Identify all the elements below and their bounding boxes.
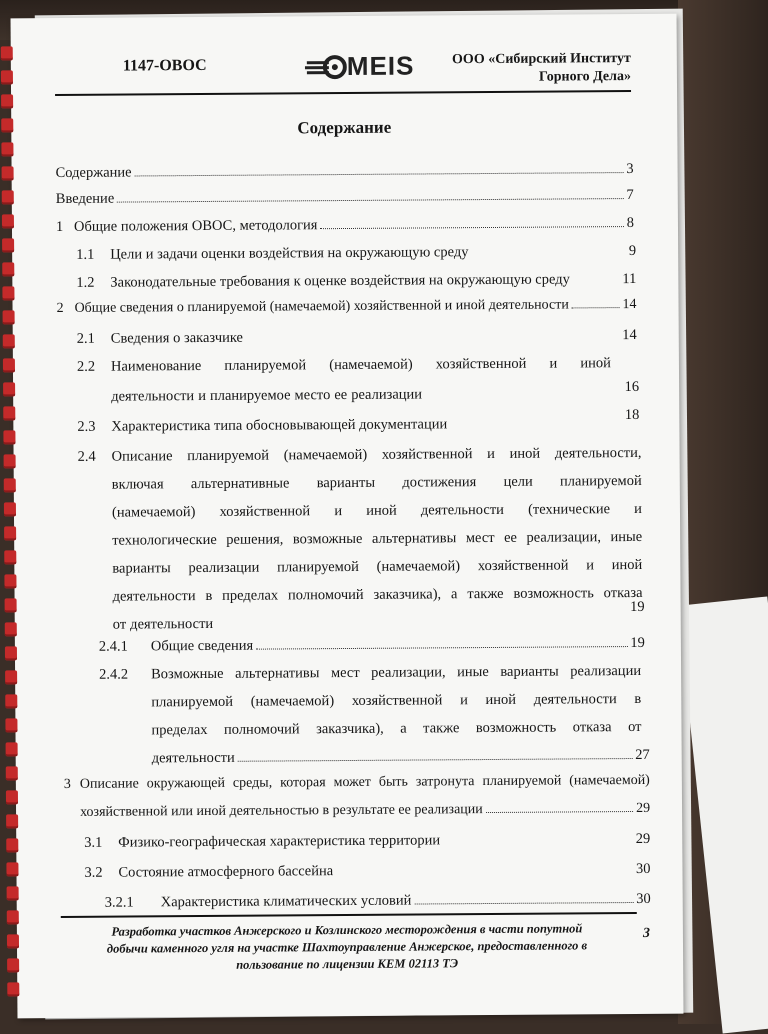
toc-entry[interactable] bbox=[76, 269, 636, 293]
document-code: 1147-ОВОС bbox=[122, 56, 207, 75]
toc-entry-number: 2.4.1 bbox=[98, 638, 128, 655]
toc-page-number: 29 bbox=[635, 800, 651, 816]
binding-ring bbox=[5, 622, 17, 636]
toc-entry-number: 3.1 bbox=[84, 834, 103, 851]
binding-ring bbox=[1, 94, 13, 108]
toc-entry[interactable] bbox=[77, 406, 640, 437]
binding-ring bbox=[3, 358, 15, 372]
toc-entry-line: Описание окружающей среды, которая может быть затронута планируемой (намечаемой) bbox=[79, 772, 650, 792]
binding-ring bbox=[1, 142, 13, 156]
organization-line-2: Горного Дела» bbox=[538, 69, 631, 85]
toc-entry-line: Описание планируемой (намечаемой) хозяйственной и иной деятельности, bbox=[111, 444, 642, 465]
toc-entry-number: 1.2 bbox=[76, 274, 95, 291]
gear-logo-icon bbox=[305, 52, 347, 82]
toc-entry-text: Характеристика климатических условий bbox=[160, 892, 412, 911]
leader-dots bbox=[117, 198, 623, 203]
page-number: 3 bbox=[642, 925, 650, 941]
toc-entry-number: 2 bbox=[56, 300, 64, 317]
binding-ring bbox=[7, 886, 19, 900]
page-title: Содержание bbox=[297, 117, 392, 138]
binding-ring bbox=[7, 982, 19, 996]
toc-entry[interactable] bbox=[99, 661, 650, 767]
binding-ring bbox=[6, 766, 18, 780]
leader-dots bbox=[572, 307, 620, 308]
toc-entry-line: от деятельности bbox=[112, 615, 214, 633]
binding-ring bbox=[2, 190, 14, 204]
toc-entry-text: Цели и задачи оценки воздействия на окружающую среду bbox=[110, 244, 469, 263]
toc-page-number: 14 bbox=[622, 326, 637, 344]
binding-ring bbox=[3, 382, 15, 396]
toc-entry-number: 2.3 bbox=[77, 418, 96, 435]
toc-entry-text: Общие сведения bbox=[150, 637, 254, 655]
binding-ring bbox=[2, 286, 14, 300]
toc-entry-last-line bbox=[152, 745, 650, 768]
binding-ring bbox=[6, 814, 18, 828]
toc-page-number: 3 bbox=[626, 160, 634, 178]
toc-entry-line: Возможные альтернативы мест реализации, иные варианты реализации bbox=[151, 662, 642, 683]
toc-entry-text: Общие сведения о планируемой (намечаемой) хозяйственной и иной деятельности bbox=[74, 297, 569, 316]
toc-entry-number: 3.2.1 bbox=[104, 894, 134, 911]
binding-ring bbox=[5, 718, 17, 732]
binding-ring bbox=[4, 550, 16, 564]
toc-entry-text: Физико-географическая характеристика территории bbox=[118, 832, 441, 851]
toc-entry-line: деятельности и планируемое место ее реализации bbox=[111, 386, 423, 405]
page-footer bbox=[77, 920, 617, 975]
leader-dots bbox=[414, 902, 633, 905]
toc-entry-line: включая альтернативные варианты достижения цели планируемой bbox=[111, 472, 642, 493]
toc-entry-text: Общие положения ОВОС, методология bbox=[73, 217, 318, 235]
table-of-contents bbox=[55, 159, 651, 911]
toc-page-number: 8 bbox=[626, 214, 635, 232]
toc-entry-line: деятельности в пределах полномочий заказчика), а также возможность отказа bbox=[112, 584, 643, 605]
toc-entry[interactable] bbox=[63, 771, 651, 820]
toc-entry-number: 2.2 bbox=[76, 358, 96, 375]
toc-entry[interactable] bbox=[99, 633, 645, 657]
toc-entry-line: варианты реализации планируемой (намечаемой) хозяйственной и иной bbox=[112, 556, 643, 577]
toc-entry[interactable] bbox=[84, 859, 650, 883]
footer-line-3: пользование по лицензии КЕМ 02113 ТЭ bbox=[236, 956, 459, 972]
organization-name bbox=[451, 50, 631, 87]
toc-entry[interactable] bbox=[105, 889, 651, 913]
binding-ring bbox=[4, 454, 16, 468]
binding-ring bbox=[7, 910, 19, 924]
leader-dots bbox=[256, 646, 627, 650]
toc-page-number: 16 bbox=[624, 378, 640, 396]
binding-ring bbox=[5, 598, 17, 612]
binding-ring bbox=[7, 958, 19, 972]
toc-entry-text: Введение bbox=[55, 190, 115, 208]
toc-entry-number: 3.2 bbox=[84, 864, 103, 881]
toc-entry-number: 2.4.2 bbox=[99, 666, 129, 683]
leader-dots bbox=[238, 758, 632, 762]
binding-ring bbox=[1, 70, 13, 84]
binding-ring bbox=[2, 262, 14, 276]
company-logo bbox=[305, 51, 455, 82]
toc-entry-text: Сведения о заказчике bbox=[110, 329, 244, 347]
toc-page-number: 11 bbox=[622, 270, 637, 288]
toc-entry[interactable] bbox=[56, 185, 634, 209]
toc-entry-number: 1.1 bbox=[76, 246, 95, 263]
toc-entry-line: технологические решения, возможные альтернативы мест ее реализации, иные bbox=[112, 528, 643, 549]
toc-entry[interactable] bbox=[77, 443, 645, 633]
binding-ring bbox=[6, 862, 18, 876]
footer-line-2: добычи каменного угля на участке Шахтоуправление Анжерское, предоставленного в bbox=[106, 938, 588, 956]
document-page bbox=[11, 14, 684, 1019]
toc-entry-number: 1 bbox=[55, 218, 64, 236]
binding-ring bbox=[2, 214, 14, 228]
toc-entry-line: хозяйственной или иной деятельностью в результате ее реализации bbox=[80, 802, 483, 820]
footer-rule bbox=[61, 912, 637, 918]
toc-page-number: 9 bbox=[628, 242, 637, 260]
toc-entry-text: Содержание bbox=[55, 164, 132, 182]
toc-entry[interactable] bbox=[76, 353, 640, 405]
toc-entry[interactable] bbox=[56, 159, 634, 183]
toc-entry[interactable] bbox=[56, 295, 636, 319]
toc-page-number: 27 bbox=[635, 746, 650, 763]
binding-ring bbox=[2, 166, 14, 180]
toc-entry-line: (намечаемой) хозяйственной и иной деятельности (технические и bbox=[111, 500, 642, 521]
toc-entry-number: 3 bbox=[63, 776, 71, 792]
binding-ring bbox=[4, 502, 16, 516]
header-rule bbox=[55, 90, 631, 96]
leader-dots bbox=[135, 172, 624, 176]
toc-entry[interactable] bbox=[77, 325, 637, 349]
toc-entry-number: 2.4 bbox=[77, 448, 96, 465]
toc-page-number: 7 bbox=[626, 186, 634, 204]
binding-ring bbox=[4, 574, 16, 588]
toc-entry-text: Состояние атмосферного бассейна bbox=[118, 863, 334, 881]
toc-entry-line: деятельности bbox=[151, 749, 235, 767]
footer-line-1: Разработка участков Анжерского и Козлинского месторождения в части попутной bbox=[111, 921, 583, 939]
toc-page-number: 30 bbox=[635, 860, 651, 877]
toc-entry-line: Наименование планируемой (намечаемой) хозяйственной и иной bbox=[110, 355, 611, 375]
binding-ring bbox=[3, 406, 15, 420]
binding-ring bbox=[2, 238, 14, 252]
toc-entry-number: 2.1 bbox=[76, 330, 95, 347]
toc-entry[interactable] bbox=[76, 241, 636, 265]
binding-ring bbox=[5, 670, 17, 684]
toc-page-number: 29 bbox=[635, 830, 651, 847]
binding-ring bbox=[3, 310, 15, 324]
binding-ring bbox=[3, 334, 15, 348]
toc-page-number: 19 bbox=[630, 598, 645, 616]
binding-ring bbox=[7, 934, 19, 948]
logo-wordmark: MEIS bbox=[346, 50, 415, 81]
binding-ring bbox=[1, 46, 13, 60]
toc-entry[interactable] bbox=[84, 829, 650, 853]
toc-entry-line: планируемой (намечаемой) хозяйственной и иной деятельности в bbox=[151, 690, 642, 711]
binding-ring bbox=[4, 526, 16, 540]
organization-line-1: ООО «Сибирский Институт bbox=[451, 51, 631, 68]
toc-entry-text: Характеристика типа обосновывающей документации bbox=[111, 416, 448, 435]
binding-ring bbox=[5, 646, 17, 660]
binding-ring bbox=[4, 478, 16, 492]
page-header bbox=[55, 50, 631, 100]
leader-dots bbox=[486, 811, 633, 813]
spiral-binding bbox=[1, 46, 24, 1006]
toc-page-number: 14 bbox=[622, 296, 637, 313]
toc-entry-line: пределах полномочий заказчика), а также возможность отказа от bbox=[151, 718, 642, 739]
binding-ring bbox=[3, 430, 15, 444]
toc-entry[interactable] bbox=[56, 213, 634, 237]
toc-page-number: 19 bbox=[630, 634, 645, 652]
binding-ring bbox=[6, 790, 18, 804]
binding-ring bbox=[5, 694, 17, 708]
binding-ring bbox=[6, 838, 18, 852]
toc-entry-text: Законодательные требования к оценке воздействия на окружающую среду bbox=[110, 271, 570, 291]
leader-dots bbox=[320, 226, 623, 229]
toc-page-number: 30 bbox=[636, 890, 651, 907]
toc-entry-last-line bbox=[80, 799, 650, 823]
toc-page-number: 18 bbox=[624, 406, 640, 424]
binding-ring bbox=[6, 742, 18, 756]
